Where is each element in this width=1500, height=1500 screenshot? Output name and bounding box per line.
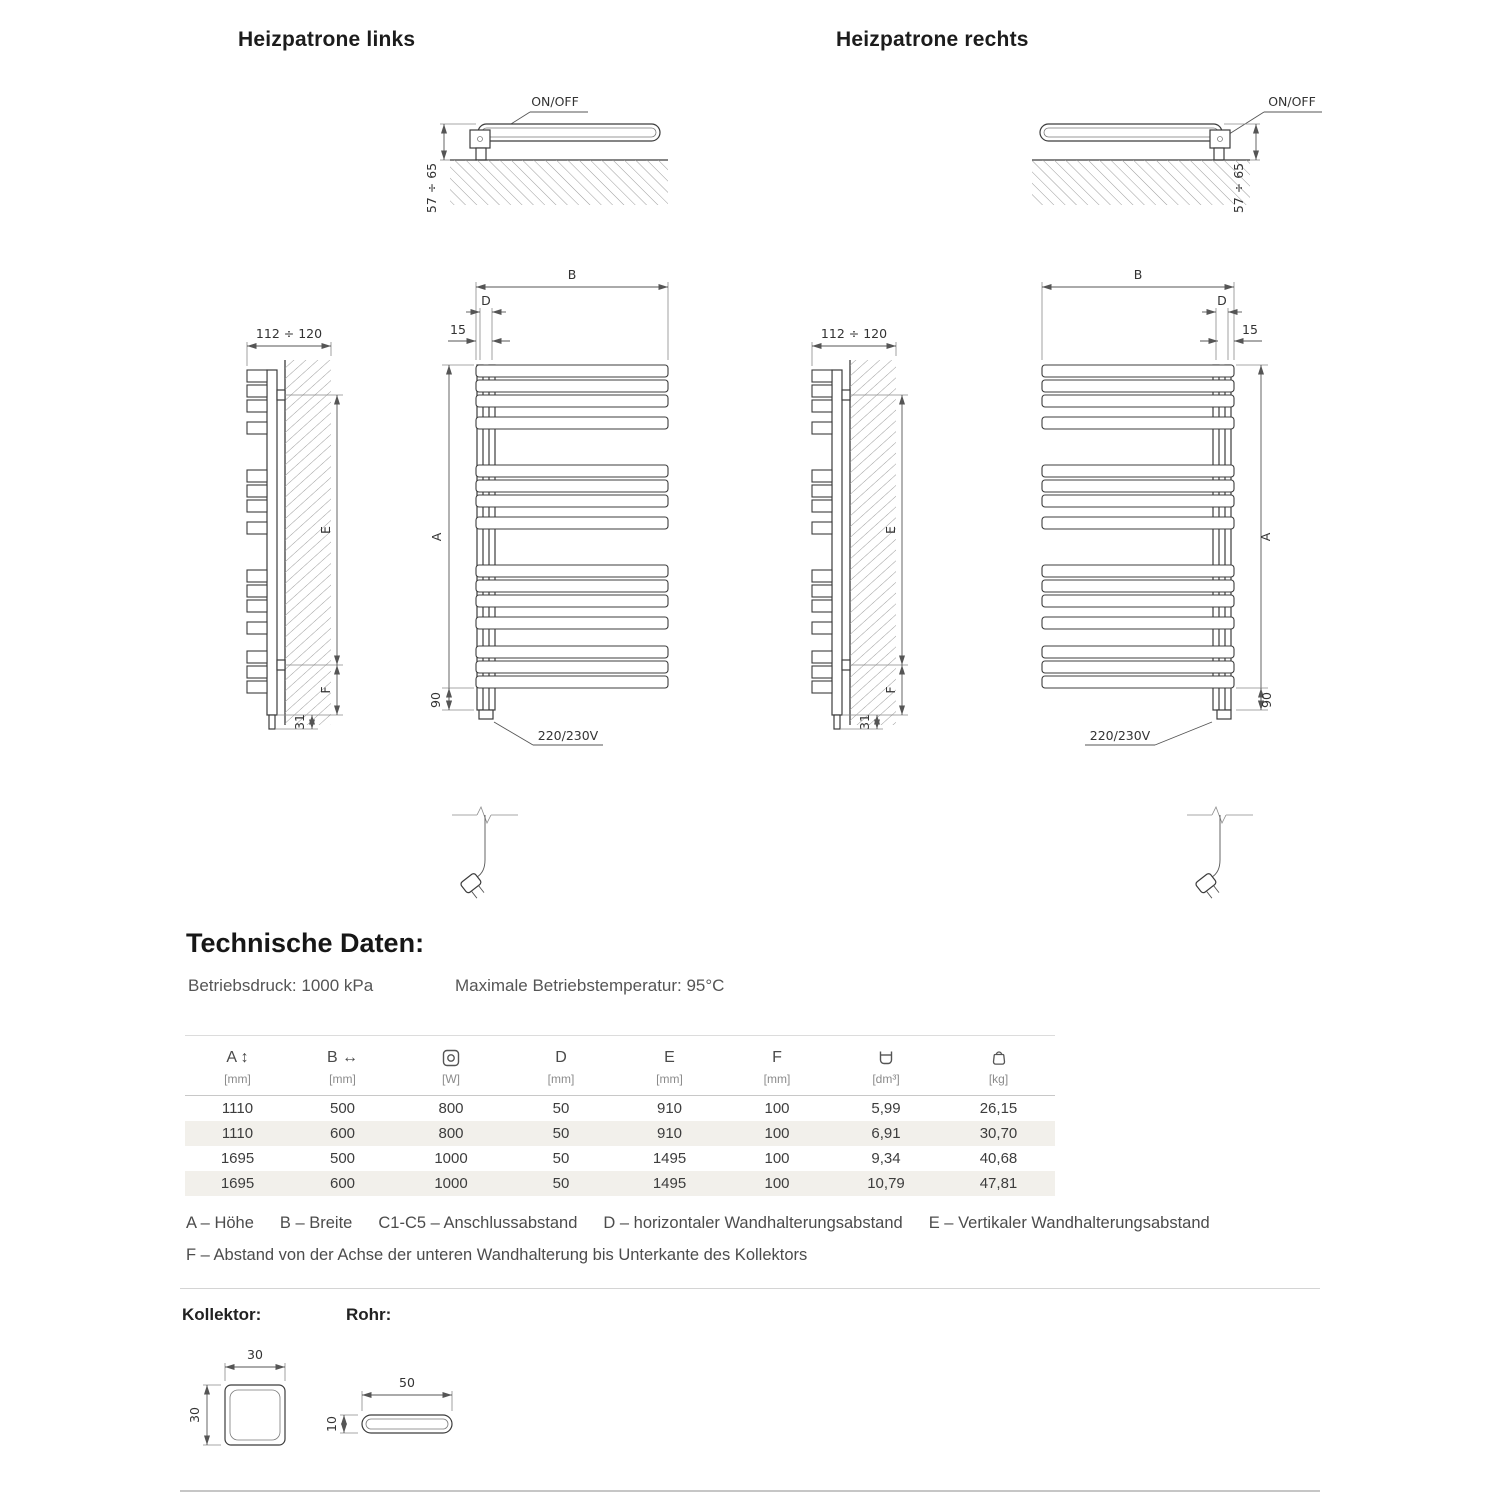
legend-line-2 [186,1246,807,1265]
radiator-bars [1042,365,1234,688]
dim-label-b: B [567,267,577,282]
dim-label-b: B [1133,267,1143,282]
front-view-left [428,267,668,745]
spec-table [185,1035,1055,1196]
legend-item: C1-C5 – Anschlussabstand [378,1214,578,1232]
dim-label-wall-clearance: 57 ÷ 65 [1231,162,1246,214]
top-view-right [1032,94,1322,213]
table-row: 1695 500 1000 50 1495 100 9,34 40,68 [220,1150,1018,1167]
table-row: 1110 500 800 50 910 100 5,99 26,15 [221,1100,1018,1117]
bottom-divider [180,1490,1320,1492]
dim-label-f: F [883,686,898,694]
dim-label-e: E [883,526,898,534]
plug-drawing-left [452,807,518,901]
plug-icon [460,873,488,901]
legend-item: F – Abstand von der Achse der unteren Wandhalterung bis Unterkante des Kollektors [186,1246,808,1264]
weight-icon [990,1047,1008,1069]
col-header-e: E [mm] [656,1049,683,1086]
plug-drawing-right [1187,807,1253,901]
dim-label-e: E [318,526,333,534]
dim-label-90: 90 [1259,692,1274,708]
col-header-height: A ↕ [mm] [224,1049,251,1086]
radiator-bar-ends [247,370,267,693]
col-header-f: F [mm] [763,1049,791,1086]
dim-label-d: D [1217,293,1227,308]
dim-label-mount-depth: 112 ÷ 120 [255,326,323,341]
on-off-label: ON/OFF [531,94,579,109]
side-view-left [247,326,343,730]
dim-label-15: 15 [450,322,466,337]
dim-label-31: 31 [292,714,307,730]
dim-label-rohr-height: 10 [324,1416,339,1432]
kollektor-section [187,1347,285,1445]
col-header-width: B ↔ [mm] [326,1049,359,1086]
dim-label-rohr-width: 50 [399,1375,415,1390]
dim-label-f: F [318,686,333,694]
dim-label-15: 15 [1242,322,1258,337]
dim-label-mount-depth: 112 ÷ 120 [820,326,888,341]
radiator-bar-ends [812,370,832,693]
radiator-bars [476,365,668,688]
left-diagram-title: Heizpatrone links [238,28,416,51]
col-header-volume: [dm³] [830,1047,942,1086]
voltage-label: 220/230V [537,728,599,743]
spec-table-header [185,1036,1055,1096]
col-header-d: D [mm] [547,1049,575,1086]
rohr-section [324,1375,452,1433]
tech-data-heading: Technische Daten: [186,928,425,958]
front-view-right [1042,267,1274,745]
legend-item: A – Höhe [186,1214,254,1232]
volume-icon [877,1047,895,1069]
dim-label-a: A [1258,532,1273,542]
plug-icon [1195,873,1223,901]
divider [180,1288,1320,1289]
dim-label-wall-clearance: 57 ÷ 65 [424,162,439,214]
legend-item: B – Breite [279,1214,353,1232]
table-row: 1695 600 1000 50 1495 100 10,79 47,81 [185,1171,1055,1196]
legend-item: E – Vertikaler Wandhalterungsabstand [928,1214,1210,1232]
max-temperature: Maximale Betriebstemperatur: 95°C [455,976,725,995]
on-off-label: ON/OFF [1268,94,1316,109]
legend-line-1 [186,1214,1210,1233]
dim-label-a: A [429,532,444,542]
voltage-label: 220/230V [1089,728,1151,743]
kollektor-label: Kollektor: [182,1305,262,1324]
dim-label-kollektor-height: 30 [187,1407,202,1423]
dim-label-31: 31 [857,714,872,730]
col-header-power: [W] [395,1047,507,1086]
power-icon [441,1047,461,1069]
right-diagram-title: Heizpatrone rechts [836,28,1029,51]
col-header-weight: [kg] [942,1047,1055,1086]
side-view-right [812,326,908,730]
dim-label-d: D [481,293,491,308]
cross-section-drawings [180,1335,510,1485]
operating-pressure: Betriebsdruck: 1000 kPa [188,976,374,995]
table-row: 1110 600 800 50 910 100 6,91 30,70 [185,1121,1055,1146]
top-view-left [424,94,668,213]
dim-label-90: 90 [428,692,443,708]
dim-label-kollektor-width: 30 [247,1347,263,1362]
rohr-label: Rohr: [346,1305,392,1324]
legend-item: D – horizontaler Wandhalterungsabstand [603,1214,903,1232]
